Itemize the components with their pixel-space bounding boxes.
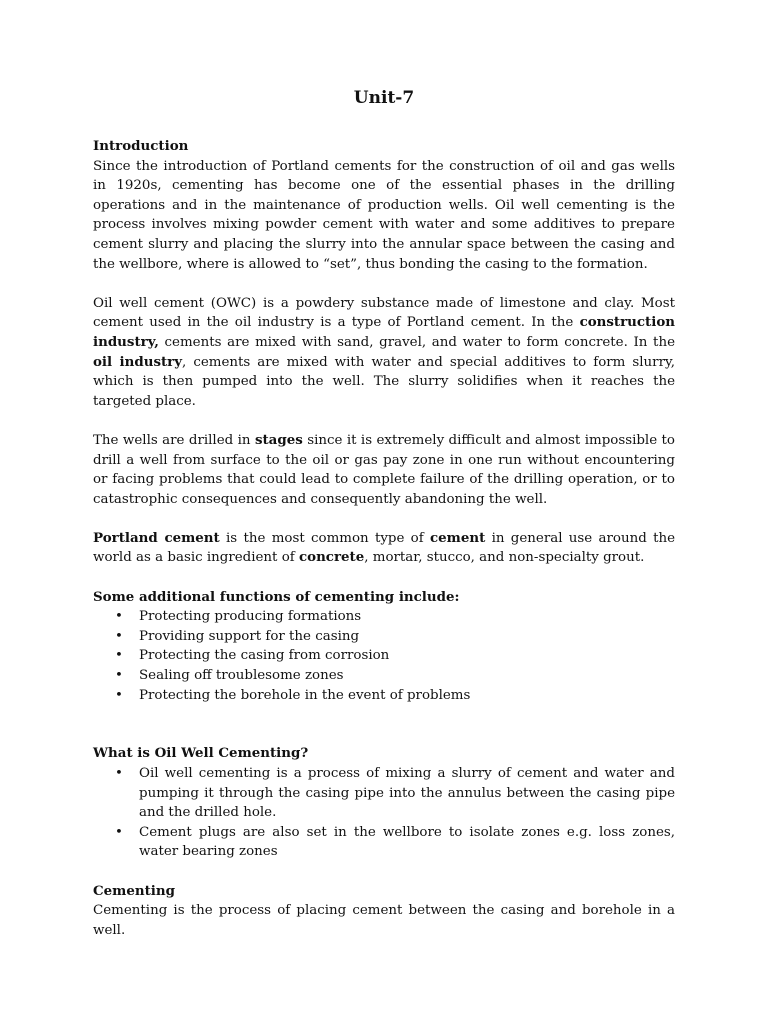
portland-bold-2: cement	[430, 529, 486, 546]
portland-paragraph	[93, 529, 675, 568]
stages-paragraph	[93, 431, 675, 509]
portland-text-2: in general use around the world as a basic ingredient of	[93, 530, 676, 566]
spacer	[93, 509, 675, 529]
stages-bold: stages	[254, 431, 303, 448]
list-item: • Oil well cementing is a process of mixing a slurry of cement and water and pumping it through the casing pipe into the annulus between the casing pipe and the drilled hole.	[139, 764, 675, 823]
what-is-heading: What is Oil Well Cementing?	[93, 745, 309, 762]
list-item: • Cement plugs are also set in the wellbore to isolate zones e.g. loss zones, water bearing zones	[139, 823, 675, 862]
owc-bold-oil-industry: oil industry	[93, 353, 183, 370]
list-item: • Protecting the borehole in the event of problems	[139, 686, 675, 706]
functions-list	[93, 607, 675, 705]
portland-text-3: , mortar, stucco, and non-specialty grout.	[364, 550, 645, 566]
owc-paragraph	[93, 294, 675, 412]
spacer	[93, 725, 675, 745]
owc-text-3: , cements are mixed with water and special additives to form slurry, which is then pumped into the well. The slurry solidifies when it reaches the targeted place.	[93, 354, 676, 409]
intro-heading: Introduction	[93, 138, 189, 154]
cementing-paragraph: Cementing is the process of placing cement between the casing and borehole in a well.	[93, 903, 675, 938]
owc-text-1: Oil well cement (OWC) is a powdery substance made of limestone and clay. Most cement used in the oil industry is a type of Portland cement. In the	[93, 295, 675, 331]
spacer	[93, 568, 675, 588]
owc-bold-construction: construction industry,	[93, 314, 675, 350]
functions-heading: Some additional functions of cementing include:	[93, 588, 460, 605]
list-item: • Protecting the casing from corrosion	[139, 646, 675, 666]
cementing-heading: Cementing	[93, 882, 175, 899]
spacer	[93, 274, 675, 294]
spacer	[93, 411, 675, 431]
page-title: Unit-7	[353, 88, 415, 108]
spacer	[93, 108, 675, 137]
intro-paragraph: Since the introduction of Portland cements for the construction of oil and gas wells in 1920s, cementing has become one of the essential phases in the drilling operations and in the maintenance of production wells. Oil well cementing is the process involves mixing powder cement with water and some additives to prepare cement slurry and placing the slurry into the annular space between the casing and the wellbore, where is allowed to “set”, thus bonding the casing to the formation.	[93, 158, 675, 272]
list-item: • Sealing off troublesome zones	[139, 666, 675, 686]
spacer	[93, 705, 675, 725]
spacer	[93, 862, 675, 882]
what-is-list	[93, 764, 675, 862]
owc-text-2: cements are mixed with sand, gravel, and water to form concrete. In the	[158, 334, 675, 350]
stages-text-2: since it is extremely difficult and almost impossible to drill a well from surface to the oil or gas pay zone in one run without encountering or facing problems that could lead to complete failure of the drilling operation, or to catastrophic consequences and consequently abandoning the well.	[93, 432, 675, 507]
portland-bold-1: Portland cement	[93, 529, 220, 546]
portland-bold-3: concrete	[298, 549, 365, 566]
list-item: • Protecting producing formations	[139, 607, 675, 627]
stages-text-1: The wells are drilled in	[93, 432, 255, 448]
portland-text-1: is the most common type of	[219, 530, 430, 546]
list-item: • Providing support for the casing	[139, 627, 675, 647]
